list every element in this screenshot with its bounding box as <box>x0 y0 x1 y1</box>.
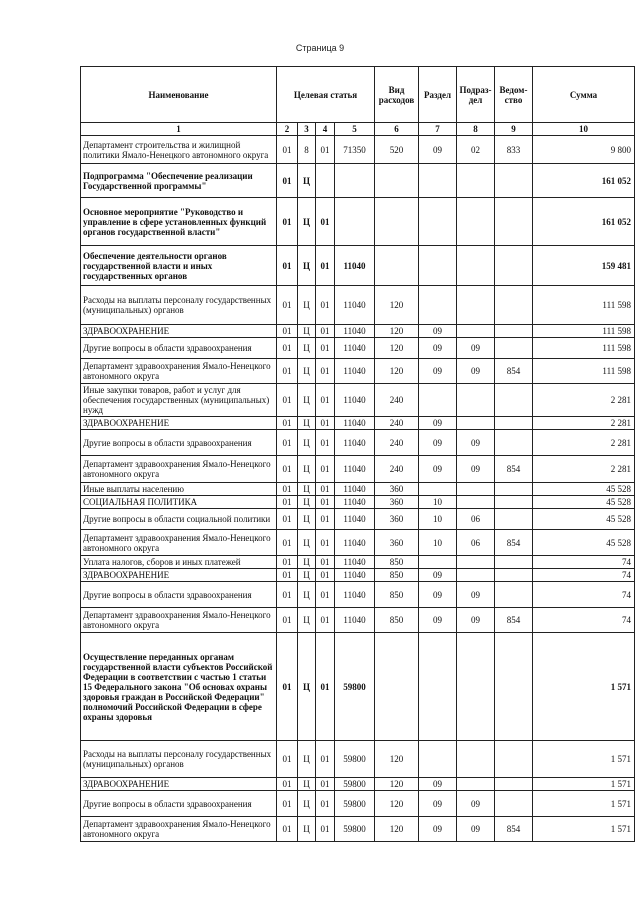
row-code-event: 01 <box>316 530 335 556</box>
row-subsection <box>457 483 495 496</box>
row-sum: 9 800 <box>533 136 635 164</box>
row-code-direction: 11040 <box>335 325 375 338</box>
row-code-program: 01 <box>277 778 298 791</box>
row-department: 854 <box>495 608 533 633</box>
row-expense-type: 360 <box>375 496 419 509</box>
row-section <box>419 633 457 741</box>
row-department <box>495 246 533 286</box>
row-code-subprogram: Ц <box>298 633 316 741</box>
row-sum: 161 052 <box>533 164 635 198</box>
row-sum: 45 528 <box>533 509 635 530</box>
row-department: 854 <box>495 817 533 842</box>
table-row <box>81 456 635 483</box>
row-code-event: 01 <box>316 569 335 582</box>
row-name: ЗДРАВООХРАНЕНИЕ <box>81 569 277 582</box>
row-subsection <box>457 286 495 325</box>
budget-table <box>80 66 635 842</box>
row-code-subprogram: Ц <box>298 246 316 286</box>
row-section: 09 <box>419 417 457 430</box>
row-code-event: 01 <box>316 741 335 778</box>
row-department: 833 <box>495 136 533 164</box>
row-code-event: 01 <box>316 136 335 164</box>
row-name: Расходы на выплаты персоналу государственных (муниципальных) органов <box>81 741 277 778</box>
table-row <box>81 246 635 286</box>
row-sum: 2 281 <box>533 384 635 417</box>
row-expense-type <box>375 633 419 741</box>
row-code-event: 01 <box>316 198 335 246</box>
row-code-direction: 11040 <box>335 456 375 483</box>
row-code-program: 01 <box>277 633 298 741</box>
row-sum: 1 571 <box>533 633 635 741</box>
row-code-event: 01 <box>316 456 335 483</box>
header-name: Наименование <box>81 67 277 123</box>
row-code-event: 01 <box>316 430 335 456</box>
row-section <box>419 246 457 286</box>
row-code-event: 01 <box>316 246 335 286</box>
row-sum: 2 281 <box>533 430 635 456</box>
row-code-program: 01 <box>277 246 298 286</box>
row-code-subprogram: Ц <box>298 791 316 817</box>
row-subsection: 09 <box>457 359 495 384</box>
row-section: 10 <box>419 496 457 509</box>
row-expense-type: 850 <box>375 608 419 633</box>
row-code-direction: 11040 <box>335 569 375 582</box>
row-code-subprogram: Ц <box>298 198 316 246</box>
row-subsection <box>457 417 495 430</box>
row-expense-type <box>375 198 419 246</box>
row-code-program: 01 <box>277 417 298 430</box>
table-row <box>81 286 635 325</box>
row-department: 854 <box>495 359 533 384</box>
row-name: Другие вопросы в области здравоохранения <box>81 430 277 456</box>
row-name: Подпрограмма "Обеспечение реализации Государственной программы" <box>81 164 277 198</box>
column-number: 10 <box>533 123 635 136</box>
row-section <box>419 198 457 246</box>
column-number: 2 <box>277 123 298 136</box>
row-expense-type: 120 <box>375 359 419 384</box>
row-expense-type <box>375 164 419 198</box>
row-code-direction: 11040 <box>335 417 375 430</box>
row-expense-type: 850 <box>375 582 419 608</box>
table-row <box>81 608 635 633</box>
row-code-program: 01 <box>277 817 298 842</box>
row-code-subprogram: 8 <box>298 136 316 164</box>
row-section <box>419 741 457 778</box>
row-code-program: 01 <box>277 741 298 778</box>
row-subsection: 09 <box>457 430 495 456</box>
row-subsection: 02 <box>457 136 495 164</box>
row-code-subprogram: Ц <box>298 778 316 791</box>
column-number: 7 <box>419 123 457 136</box>
row-expense-type: 120 <box>375 791 419 817</box>
table-row <box>81 496 635 509</box>
row-code-program: 01 <box>277 509 298 530</box>
row-code-event: 01 <box>316 509 335 530</box>
row-code-direction: 11040 <box>335 359 375 384</box>
row-code-direction: 11040 <box>335 483 375 496</box>
row-code-event: 01 <box>316 417 335 430</box>
row-section: 09 <box>419 778 457 791</box>
row-sum: 1 571 <box>533 817 635 842</box>
header-row <box>81 67 635 123</box>
row-section <box>419 556 457 569</box>
row-code-event: 01 <box>316 633 335 741</box>
row-subsection <box>457 325 495 338</box>
row-sum: 74 <box>533 608 635 633</box>
row-code-direction: 59800 <box>335 817 375 842</box>
header-sum: Сумма <box>533 67 635 123</box>
row-code-subprogram: Ц <box>298 741 316 778</box>
row-code-event: 01 <box>316 582 335 608</box>
row-sum: 1 571 <box>533 741 635 778</box>
row-code-program: 01 <box>277 359 298 384</box>
row-expense-type: 120 <box>375 778 419 791</box>
row-code-direction <box>335 198 375 246</box>
row-code-event: 01 <box>316 325 335 338</box>
row-code-direction: 71350 <box>335 136 375 164</box>
row-code-subprogram: Ц <box>298 569 316 582</box>
row-section: 09 <box>419 430 457 456</box>
row-code-program: 01 <box>277 556 298 569</box>
row-section: 09 <box>419 791 457 817</box>
row-section: 09 <box>419 608 457 633</box>
row-code-direction: 11040 <box>335 496 375 509</box>
row-expense-type <box>375 246 419 286</box>
table-row <box>81 509 635 530</box>
row-expense-type: 240 <box>375 417 419 430</box>
page-number: Страница 9 <box>295 43 345 53</box>
row-department <box>495 483 533 496</box>
row-subsection <box>457 198 495 246</box>
row-subsection: 09 <box>457 456 495 483</box>
row-code-direction: 11040 <box>335 509 375 530</box>
row-code-program: 01 <box>277 530 298 556</box>
row-subsection <box>457 633 495 741</box>
row-department <box>495 338 533 359</box>
row-code-event: 01 <box>316 791 335 817</box>
row-subsection: 09 <box>457 608 495 633</box>
row-code-program: 01 <box>277 608 298 633</box>
row-department <box>495 164 533 198</box>
row-code-direction: 11040 <box>335 246 375 286</box>
row-section: 10 <box>419 530 457 556</box>
row-code-event: 01 <box>316 286 335 325</box>
row-code-event: 01 <box>316 338 335 359</box>
row-code-subprogram: Ц <box>298 359 316 384</box>
row-name: Департамент здравоохранения Ямало-Ненецкого автономного округа <box>81 456 277 483</box>
row-code-subprogram: Ц <box>298 417 316 430</box>
row-code-program: 01 <box>277 384 298 417</box>
row-code-event <box>316 164 335 198</box>
row-expense-type: 850 <box>375 556 419 569</box>
row-name: Расходы на выплаты персоналу государственных (муниципальных) органов <box>81 286 277 325</box>
row-expense-type: 240 <box>375 456 419 483</box>
row-subsection <box>457 778 495 791</box>
table-row <box>81 359 635 384</box>
row-department <box>495 778 533 791</box>
row-code-event: 01 <box>316 778 335 791</box>
row-code-program: 01 <box>277 198 298 246</box>
column-number: 4 <box>316 123 335 136</box>
row-code-subprogram: Ц <box>298 325 316 338</box>
column-number-row <box>81 123 635 136</box>
row-sum: 45 528 <box>533 530 635 556</box>
row-subsection: 09 <box>457 338 495 359</box>
row-code-direction: 59800 <box>335 791 375 817</box>
row-expense-type: 360 <box>375 509 419 530</box>
header-department: Ведом-ство <box>495 67 533 123</box>
row-code-subprogram: Ц <box>298 556 316 569</box>
column-number: 5 <box>335 123 375 136</box>
column-number: 3 <box>298 123 316 136</box>
header-expense-type: Вид расходов <box>375 67 419 123</box>
row-subsection: 06 <box>457 530 495 556</box>
row-section: 09 <box>419 325 457 338</box>
row-code-direction: 11040 <box>335 582 375 608</box>
row-code-subprogram: Ц <box>298 530 316 556</box>
table-row <box>81 430 635 456</box>
table-row <box>81 741 635 778</box>
row-name: Департамент здравоохранения Ямало-Ненецкого автономного округа <box>81 530 277 556</box>
row-code-event: 01 <box>316 384 335 417</box>
row-sum: 45 528 <box>533 483 635 496</box>
row-sum: 45 528 <box>533 496 635 509</box>
row-sum: 111 598 <box>533 359 635 384</box>
row-section <box>419 483 457 496</box>
row-expense-type: 120 <box>375 338 419 359</box>
row-code-direction <box>335 164 375 198</box>
row-sum: 2 281 <box>533 456 635 483</box>
row-code-program: 01 <box>277 791 298 817</box>
table-row <box>81 791 635 817</box>
row-sum: 2 281 <box>533 417 635 430</box>
row-code-subprogram: Ц <box>298 496 316 509</box>
row-section: 09 <box>419 338 457 359</box>
row-subsection <box>457 569 495 582</box>
row-code-subprogram: Ц <box>298 338 316 359</box>
row-code-event: 01 <box>316 359 335 384</box>
row-sum: 74 <box>533 569 635 582</box>
column-number: 6 <box>375 123 419 136</box>
row-code-event: 01 <box>316 608 335 633</box>
row-subsection: 09 <box>457 817 495 842</box>
row-subsection <box>457 741 495 778</box>
table-row <box>81 569 635 582</box>
row-expense-type: 850 <box>375 569 419 582</box>
row-code-event: 01 <box>316 817 335 842</box>
row-subsection <box>457 164 495 198</box>
row-code-subprogram: Ц <box>298 286 316 325</box>
row-department <box>495 417 533 430</box>
row-department <box>495 509 533 530</box>
row-sum: 1 571 <box>533 791 635 817</box>
row-expense-type: 120 <box>375 325 419 338</box>
row-subsection <box>457 384 495 417</box>
row-code-program: 01 <box>277 136 298 164</box>
row-subsection: 09 <box>457 791 495 817</box>
row-code-subprogram: Ц <box>298 164 316 198</box>
row-expense-type: 120 <box>375 286 419 325</box>
row-name: Иные закупки товаров, работ и услуг для обеспечения государственных (муниципальных) нужд <box>81 384 277 417</box>
row-sum: 74 <box>533 582 635 608</box>
row-expense-type: 120 <box>375 741 419 778</box>
row-name: Департамент строительства и жилищной политики Ямало-Ненецкого автономного округа <box>81 136 277 164</box>
row-sum: 111 598 <box>533 325 635 338</box>
row-code-subprogram: Ц <box>298 456 316 483</box>
row-name: Иные выплаты населению <box>81 483 277 496</box>
row-section <box>419 164 457 198</box>
row-section <box>419 384 457 417</box>
column-number: 9 <box>495 123 533 136</box>
row-expense-type: 240 <box>375 430 419 456</box>
header-section: Раздел <box>419 67 457 123</box>
row-sum: 159 481 <box>533 246 635 286</box>
row-subsection: 09 <box>457 582 495 608</box>
row-expense-type: 360 <box>375 530 419 556</box>
row-code-subprogram: Ц <box>298 430 316 456</box>
row-code-event: 01 <box>316 483 335 496</box>
table-row <box>81 384 635 417</box>
table-row <box>81 325 635 338</box>
row-code-direction: 11040 <box>335 430 375 456</box>
table-row <box>81 582 635 608</box>
row-expense-type: 240 <box>375 384 419 417</box>
row-code-program: 01 <box>277 582 298 608</box>
row-sum: 111 598 <box>533 286 635 325</box>
row-department <box>495 633 533 741</box>
table-row <box>81 198 635 246</box>
row-code-direction: 59800 <box>335 633 375 741</box>
row-sum: 1 571 <box>533 778 635 791</box>
row-name: Другие вопросы в области социальной политики <box>81 509 277 530</box>
table-row <box>81 164 635 198</box>
row-code-direction: 11040 <box>335 556 375 569</box>
row-subsection <box>457 556 495 569</box>
row-code-program: 01 <box>277 430 298 456</box>
row-code-program: 01 <box>277 569 298 582</box>
row-name: Департамент здравоохранения Ямало-Ненецкого автономного округа <box>81 817 277 842</box>
row-code-direction: 11040 <box>335 608 375 633</box>
row-sum: 74 <box>533 556 635 569</box>
row-code-direction: 59800 <box>335 778 375 791</box>
row-name: Основное мероприятие "Руководство и управление в сфере установленных функций органов государственной власти" <box>81 198 277 246</box>
row-section: 09 <box>419 359 457 384</box>
row-code-subprogram: Ц <box>298 582 316 608</box>
table-row <box>81 338 635 359</box>
row-expense-type: 360 <box>375 483 419 496</box>
row-code-program: 01 <box>277 286 298 325</box>
row-code-subprogram: Ц <box>298 384 316 417</box>
header-subsection: Подраз-дел <box>457 67 495 123</box>
row-department: 854 <box>495 456 533 483</box>
table-row <box>81 483 635 496</box>
row-department: 854 <box>495 530 533 556</box>
row-section: 09 <box>419 136 457 164</box>
row-code-subprogram: Ц <box>298 817 316 842</box>
row-department <box>495 791 533 817</box>
row-section: 09 <box>419 817 457 842</box>
row-code-event: 01 <box>316 556 335 569</box>
table-row <box>81 417 635 430</box>
table-row <box>81 817 635 842</box>
column-number: 1 <box>81 123 277 136</box>
row-department <box>495 556 533 569</box>
row-department <box>495 198 533 246</box>
row-name: ЗДРАВООХРАНЕНИЕ <box>81 778 277 791</box>
row-department <box>495 286 533 325</box>
row-subsection <box>457 246 495 286</box>
row-name: Уплата налогов, сборов и иных платежей <box>81 556 277 569</box>
row-code-direction: 11040 <box>335 384 375 417</box>
row-section: 09 <box>419 456 457 483</box>
row-code-direction: 11040 <box>335 338 375 359</box>
row-department <box>495 741 533 778</box>
row-code-direction: 11040 <box>335 530 375 556</box>
row-name: СОЦИАЛЬНАЯ ПОЛИТИКА <box>81 496 277 509</box>
table-row <box>81 530 635 556</box>
table-row <box>81 778 635 791</box>
row-department <box>495 384 533 417</box>
row-name: Другие вопросы в области здравоохранения <box>81 582 277 608</box>
row-section: 09 <box>419 582 457 608</box>
row-section: 09 <box>419 569 457 582</box>
row-code-subprogram: Ц <box>298 509 316 530</box>
row-code-program: 01 <box>277 483 298 496</box>
row-code-subprogram: Ц <box>298 608 316 633</box>
row-subsection: 06 <box>457 509 495 530</box>
row-code-program: 01 <box>277 338 298 359</box>
row-department <box>495 325 533 338</box>
row-expense-type: 520 <box>375 136 419 164</box>
row-department <box>495 569 533 582</box>
row-department <box>495 430 533 456</box>
row-code-program: 01 <box>277 164 298 198</box>
row-department <box>495 496 533 509</box>
row-name: ЗДРАВООХРАНЕНИЕ <box>81 417 277 430</box>
row-code-subprogram: Ц <box>298 483 316 496</box>
row-code-program: 01 <box>277 496 298 509</box>
row-expense-type: 120 <box>375 817 419 842</box>
row-name: Департамент здравоохранения Ямало-Ненецкого автономного округа <box>81 608 277 633</box>
row-section <box>419 286 457 325</box>
row-code-direction: 11040 <box>335 286 375 325</box>
header-target-article: Целевая статья <box>277 67 375 123</box>
row-code-program: 01 <box>277 456 298 483</box>
row-code-direction: 59800 <box>335 741 375 778</box>
column-number: 8 <box>457 123 495 136</box>
row-name: Обеспечение деятельности органов государственной власти и иных государственных органов <box>81 246 277 286</box>
table-row <box>81 556 635 569</box>
row-name: Другие вопросы в области здравоохранения <box>81 338 277 359</box>
row-name: Другие вопросы в области здравоохранения <box>81 791 277 817</box>
table-row <box>81 633 635 741</box>
row-code-event: 01 <box>316 496 335 509</box>
row-name: ЗДРАВООХРАНЕНИЕ <box>81 325 277 338</box>
table-row <box>81 136 635 164</box>
row-subsection <box>457 496 495 509</box>
row-section: 10 <box>419 509 457 530</box>
row-department <box>495 582 533 608</box>
row-sum: 111 598 <box>533 338 635 359</box>
row-name: Осуществление переданных органам государственной власти субъектов Российской Федерации в соответствии с частью 1 статьи 15 Федерального закона "Об основах охраны здоровья граждан в Российской Федерации" полномочий Российской Федерации в сфере охраны здоровья <box>81 633 277 741</box>
row-name: Департамент здравоохранения Ямало-Ненецкого автономного округа <box>81 359 277 384</box>
row-code-program: 01 <box>277 325 298 338</box>
row-sum: 161 052 <box>533 198 635 246</box>
